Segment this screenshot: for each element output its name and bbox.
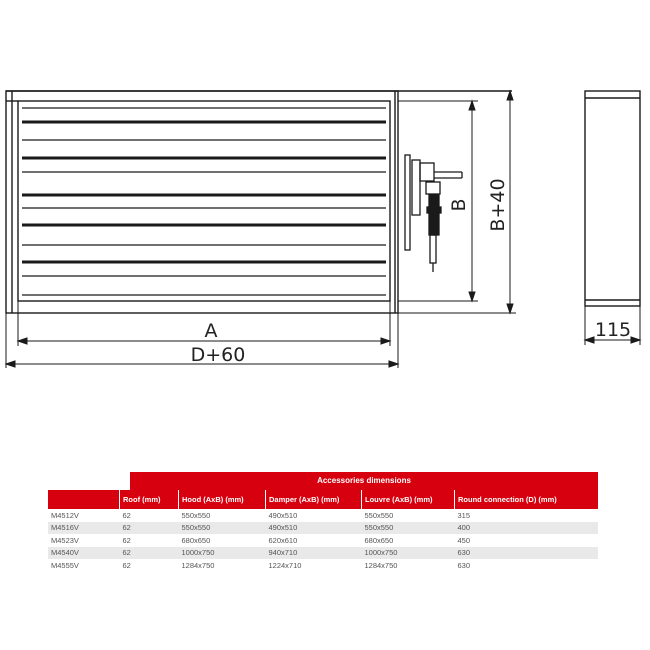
header-hood: Hood (AxB) (mm) <box>179 490 266 509</box>
cell-hood: 550x550 <box>179 522 266 535</box>
table-row <box>48 522 598 535</box>
cell-hood: 680x650 <box>179 534 266 547</box>
cell-louvre: 1000x750 <box>362 547 455 560</box>
cell-round-connection: 400 <box>455 522 599 535</box>
table-header-row <box>48 490 598 509</box>
cell-damper: 490x510 <box>266 509 362 522</box>
louvre-blades <box>22 108 386 295</box>
cell-model: M4512V <box>48 509 120 522</box>
cell-round-connection: 630 <box>455 559 599 572</box>
cell-louvre: 1284x750 <box>362 559 455 572</box>
cell-damper: 1224x710 <box>266 559 362 572</box>
side-view <box>585 91 640 345</box>
cell-round-connection: 315 <box>455 509 599 522</box>
cell-roof: 62 <box>120 559 179 572</box>
cell-louvre: 680x650 <box>362 534 455 547</box>
accessories-table-section <box>48 472 598 572</box>
header-round-connection: Round connection (D) (mm) <box>455 490 599 509</box>
table-row <box>48 509 598 522</box>
cell-louvre: 550x550 <box>362 509 455 522</box>
cell-hood: 550x550 <box>179 509 266 522</box>
cell-model: M4516V <box>48 522 120 535</box>
table-row <box>48 559 598 572</box>
header-model <box>48 490 120 509</box>
cell-model: M4555V <box>48 559 120 572</box>
dim-d-plus-60-label: D+60 <box>190 344 246 366</box>
cell-damper: 940x710 <box>266 547 362 560</box>
header-damper: Damper (AxB) (mm) <box>266 490 362 509</box>
cell-damper: 490x510 <box>266 522 362 535</box>
table-row <box>48 547 598 560</box>
outer-frame <box>6 91 398 313</box>
cell-round-connection: 450 <box>455 534 599 547</box>
cell-hood: 1284x750 <box>179 559 266 572</box>
cell-model: M4540V <box>48 547 120 560</box>
cell-roof: 62 <box>120 522 179 535</box>
cell-roof: 62 <box>120 509 179 522</box>
cell-roof: 62 <box>120 534 179 547</box>
cell-roof: 62 <box>120 547 179 560</box>
dim-depth-label: 115 <box>594 319 632 341</box>
dim-b-plus-40-label: B+40 <box>487 178 509 232</box>
accessories-table <box>48 490 598 572</box>
header-roof: Roof (mm) <box>120 490 179 509</box>
table-row <box>48 534 598 547</box>
dim-b-label: B <box>448 198 470 212</box>
cell-hood: 1000x750 <box>179 547 266 560</box>
header-louvre: Louvre (AxB) (mm) <box>362 490 455 509</box>
cell-model: M4523V <box>48 534 120 547</box>
cell-louvre: 550x550 <box>362 522 455 535</box>
actuator <box>405 155 462 272</box>
cell-round-connection: 630 <box>455 547 599 560</box>
table-title: Accessories dimensions <box>130 472 598 490</box>
dim-a-label: A <box>204 320 218 342</box>
cell-damper: 620x610 <box>266 534 362 547</box>
inner-frame <box>18 101 390 301</box>
